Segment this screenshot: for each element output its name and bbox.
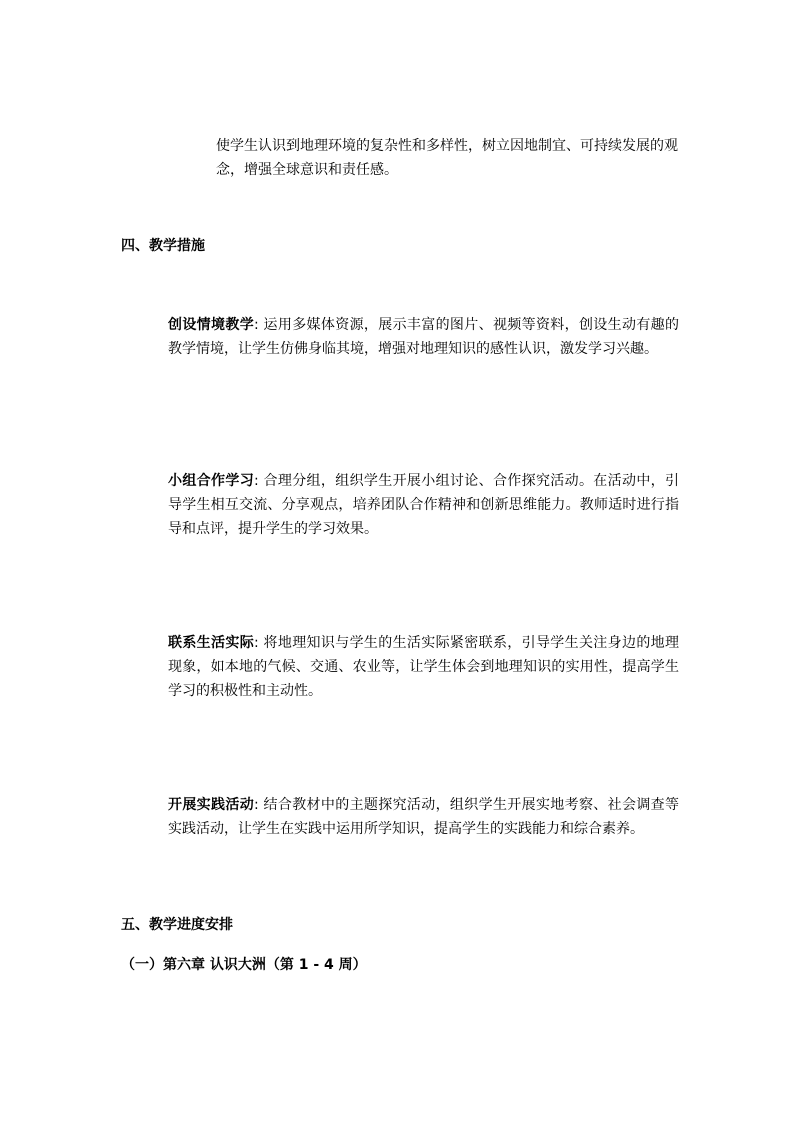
measure-body: : 运用多媒体资源，展示丰富的图片、视频等资料，创设生动有趣的教学情境，让学生仿佛身临其境，增强对地理知识的感性认识，激发学习兴趣。 <box>168 317 679 357</box>
measure-body: : 结合教材中的主题探究活动，组织学生开展实地考察、社会调查等实践活动，让学生在实践中运用所学知识，提高学生的实践能力和综合素养。 <box>168 797 679 837</box>
measure-body: : 将地理知识与学生的生活实际紧密联系，引导学生关注身边的地理现象，如本地的气候、交通、农业等，让学生体会到地理知识的实用性，提高学生学习的积极性和主动性。 <box>168 635 679 699</box>
measure-situational-teaching <box>168 313 679 361</box>
measure-lead: 小组合作学习 <box>168 473 255 489</box>
section-heading-teaching-schedule: 五、教学进度安排 <box>121 917 233 933</box>
measure-real-life-connection <box>168 631 679 703</box>
measure-lead: 开展实践活动 <box>168 797 255 813</box>
measure-lead: 创设情境教学 <box>168 317 255 333</box>
section-heading-teaching-measures: 四、教学措施 <box>121 238 205 254</box>
measure-body: : 合理分组，组织学生开展小组讨论、合作探究活动。在活动中，引导学生相互交流、分享观点，培养团队合作精神和创新思维能力。教师适时进行指导和点评，提升学生的学习效果。 <box>168 473 679 537</box>
schedule-subheading-chapter-6: （一）第六章 认识大洲（第 1 - 4 周） <box>121 957 367 973</box>
intro-paragraph: 使学生认识到地理环境的复杂性和多样性，树立因地制宜、可持续发展的观念，增强全球意识和责任感。 <box>216 138 678 178</box>
measure-lead: 联系生活实际 <box>168 635 255 651</box>
measure-group-cooperation <box>168 469 679 541</box>
measure-practice-activities <box>168 793 679 841</box>
